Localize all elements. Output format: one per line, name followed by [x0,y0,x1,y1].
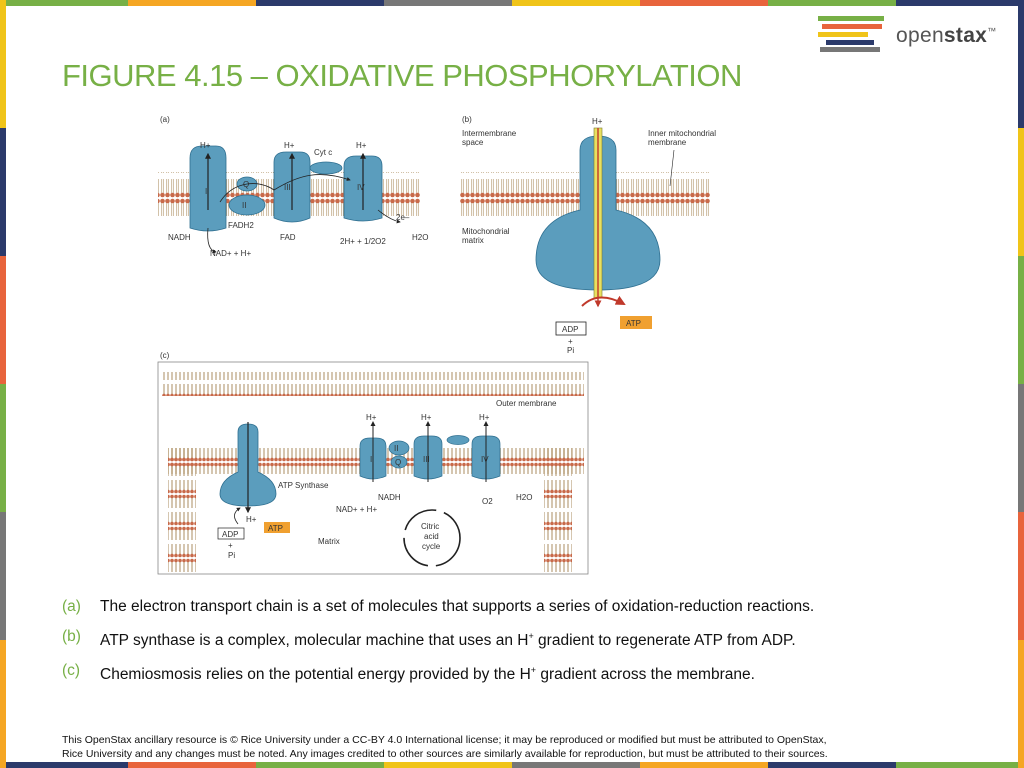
caption-c [62,660,962,685]
caption-b-text: ATP synthase is a complex, molecular machine that uses an H+ gradient to regenerate ATP from ADP. [100,631,796,650]
water-reaction-label: 2H+ + 1/2O2 [340,237,386,246]
panel-c-q-label: Q [395,458,402,467]
complex-3-label: III [284,183,291,192]
inner-membrane-label-1: Inner mitochondrial [648,129,717,138]
fadh2-label: FADH2 [228,221,254,230]
panel-c-complex-2-shape [389,441,409,455]
cytc-label: Cyt c [314,148,333,157]
caption-list [62,596,962,694]
panel-b-pi-label: Pi [567,346,575,355]
license-footer [62,733,962,761]
panel-a [158,115,428,258]
panel-c-pi-label: Pi [228,551,236,560]
panel-c-h-plus-2: H+ [366,413,377,422]
openstax-wordmark: openstax™ [896,24,997,47]
top-color-bar [0,0,1024,6]
panel-b-h-plus-label: H+ [592,117,603,126]
panel-c-h-plus-3: H+ [421,413,432,422]
panel-c-atp-label: ATP [268,524,283,533]
panel-b-atp-label: ATP [626,319,641,328]
panel-c-h2o-label: H2O [516,493,533,502]
matrix-label: Matrix [318,537,340,546]
panel-c-adp-label: ADP [222,530,239,539]
inner-membrane-right [544,446,572,572]
caption-a [62,596,962,617]
left-color-bar [0,0,6,768]
mito-matrix-label-1: Mitochondrial [462,227,510,236]
nad-label: NAD+ + H+ [210,249,252,258]
panel-b [460,115,716,355]
q-label: Q [243,180,250,189]
intermembrane-label: Intermembrane [462,129,517,138]
caption-c-text: Chemiosmosis relies on the potential energy provided by the H+ gradient across the membrane. [100,665,755,684]
outer-membrane-label: Outer membrane [496,399,557,408]
panel-c-label: (c) [160,351,170,360]
slide-title: FIGURE 4.15 – OXIDATIVE PHOSPHORYLATION [62,58,742,93]
inner-membrane-left [168,446,196,572]
caption-a-letter: (a) [62,598,81,615]
h-plus-label-2: H+ [284,141,295,150]
cycle-label-1: Citric [421,522,440,531]
complex-2-label: II [242,201,247,210]
caption-b-letter: (b) [62,628,81,645]
panel-c [158,351,588,574]
panel-a-label: (a) [160,115,170,124]
caption-a-text: The electron transport chain is a set of molecules that supports a series of oxidation-reduction reactions. [100,598,815,615]
inner-membrane-label-2: membrane [648,138,687,147]
panel-c-cytc-shape [447,436,469,445]
panel-b-adp-label: ADP [562,325,579,334]
right-color-bar [1018,0,1024,768]
cycle-label-2: acid [424,532,439,541]
cytochrome-c-shape [310,162,342,174]
bottom-color-bar [0,762,1024,768]
panel-c-h-plus-1: H+ [246,515,257,524]
footer-line-1: This OpenStax ancillary resource is © Rice University under a CC-BY 4.0 International license; it may be reproduced or modified but must be attributed to OpenStax, [62,734,827,746]
figure-oxidative-phosphorylation [150,110,717,580]
fad-label: FAD [280,233,296,242]
panel-c-complex-1-label: I [370,455,373,464]
outer-membrane [162,372,584,396]
panel-c-nad-label: NAD+ + H+ [336,505,378,514]
h-plus-label-3: H+ [356,141,367,150]
panel-c-nadh-label: NADH [378,493,401,502]
complex-4-label: IV [357,183,365,192]
h-plus-label-1: H+ [200,141,211,150]
caption-c-letter: (c) [62,662,81,680]
panel-c-complex-3-label: III [423,455,430,464]
nadh-label: NADH [168,233,191,242]
two-electron-label: 2e– [396,213,410,222]
caption-b [62,626,962,651]
panel-b-label: (b) [462,115,472,124]
panel-c-h-plus-4: H+ [479,413,490,422]
footer-line-2: Rice University and any changes must be noted. Any images credited to other sources are similarly available for reproduction, but must be attributed to their sources. [62,748,828,760]
panel-c-plus-label: + [228,541,233,550]
complex-2-shape [229,195,265,215]
panel-b-plus-label: + [568,337,573,346]
cycle-label-3: cycle [422,542,441,551]
panel-c-complex-2-label: II [394,444,399,453]
panel-c-o2-label: O2 [482,497,493,506]
mito-matrix-label-2: matrix [462,236,484,245]
panel-c-complex-4-label: IV [481,455,489,464]
space-label: space [462,138,484,147]
h2o-label: H2O [412,233,429,242]
atp-synthase-label: ATP Synthase [278,481,329,490]
complex-1-label: I [205,187,208,196]
